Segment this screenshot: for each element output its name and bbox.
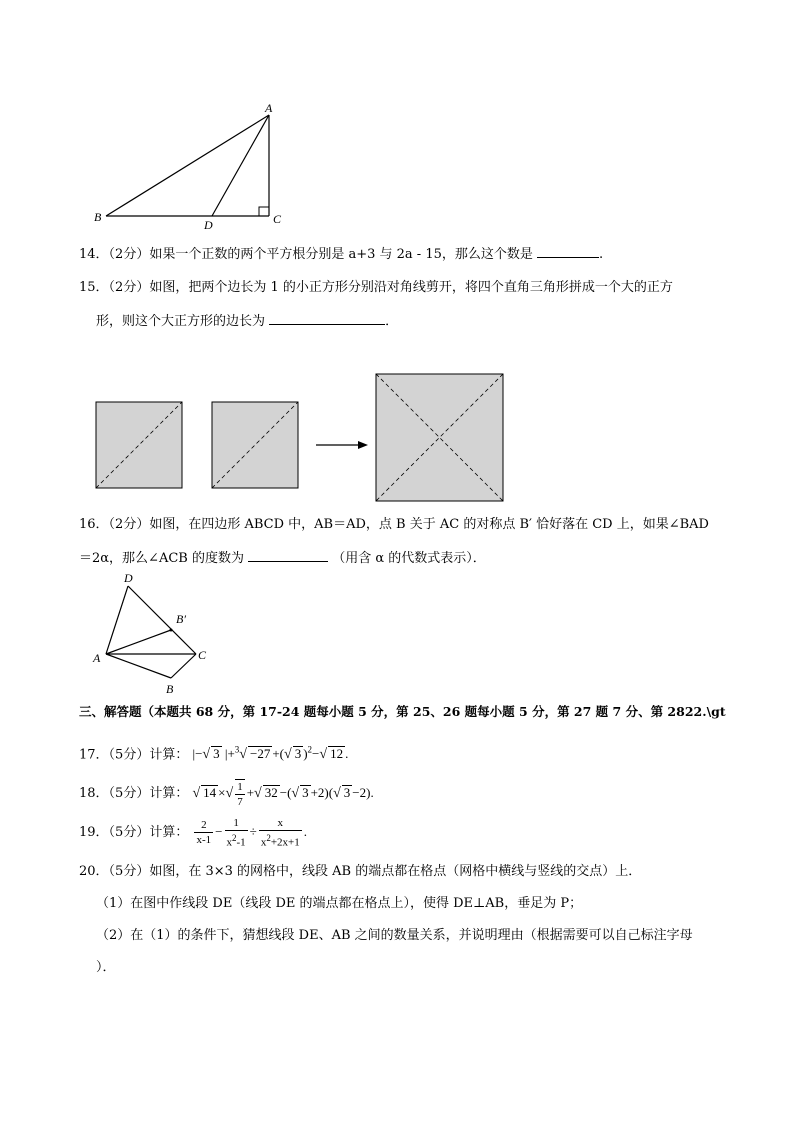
answer-blank[interactable]	[248, 548, 328, 562]
question-20-sub2-end: ）．	[96, 960, 116, 975]
label-d: D	[124, 571, 133, 585]
label-a: A	[265, 101, 273, 115]
question-score: （2分）	[108, 247, 150, 262]
expression-18: √ 14 ×√ $\frac{1}{7}$ +√ 32 −(√ 3 +2)(√ 3 −2).	[192, 781, 374, 808]
question-label: 计算：	[149, 785, 189, 801]
large-square	[376, 374, 503, 501]
segment-da	[106, 586, 128, 654]
question-score: （2分）	[108, 517, 150, 532]
question-number: 16．	[79, 517, 109, 532]
segment-ab	[106, 115, 269, 216]
question-16-line2	[79, 548, 486, 569]
expression-19: $\frac{2}{x-1}$ − $\frac{1}{x^2-1}$ ÷ $\frac{x}{x^2+2x+1}$ .	[196, 817, 307, 849]
question-text: 如果一个正数的两个平方根分别是 a+3 与 2a - 15，那么这个数是	[149, 247, 533, 262]
label-b: B	[94, 210, 102, 224]
question-20	[79, 862, 641, 882]
label-c: C	[198, 648, 207, 662]
question-label: 计算：	[149, 824, 189, 840]
question-number: 19．	[79, 824, 109, 840]
right-angle-mark	[259, 207, 269, 216]
question-text-line1: 如图，把两个边长为 1 的小正方形分别沿对角线剪开，将四个直角三角形拼成一个大的正方	[149, 280, 673, 295]
segment-ab-prime	[106, 630, 171, 654]
question-17	[79, 740, 348, 765]
question-score: （5分）	[108, 864, 150, 879]
quadrilateral-figure	[88, 568, 228, 700]
arrow-head	[358, 441, 368, 449]
question-number: 17．	[79, 747, 109, 763]
question-number: 14．	[79, 247, 109, 262]
answer-blank[interactable]	[537, 244, 599, 258]
triangle-figure	[88, 100, 288, 235]
segment-ab	[106, 654, 171, 678]
question-end: ．	[385, 314, 399, 329]
question-text-line1: 如图，在 3×3 的网格中，线段 AB 的端点都在格点（网格中横线与竖线的交点）上．	[149, 864, 642, 879]
question-15	[79, 278, 673, 298]
question-number: 15．	[79, 280, 109, 295]
question-text-line1: 如图，在四边形 ABCD 中，AB＝AD，点 B 关于 AC 的对称点 B′ 恰好落在 CD 上，如果∠BAD	[149, 517, 709, 532]
segment-ad	[212, 115, 269, 216]
question-number: 20．	[79, 864, 109, 879]
question-score: （5分）	[108, 747, 150, 763]
squares-figure	[90, 368, 510, 508]
small-square-1	[96, 402, 182, 488]
question-18	[79, 779, 374, 809]
question-end: .	[599, 247, 604, 262]
small-square-2	[212, 402, 298, 488]
question-19	[79, 816, 307, 850]
question-20-sub1: （1）在图中作线段 DE（线段 DE 的端点都在格点上），使得 DE⊥AB，垂足为 P；	[96, 896, 583, 911]
expression-17: |−√ 3 |+$^3$√ −27 +(√ 3 )$^2$−√ 12 .	[192, 745, 349, 763]
question-16	[79, 515, 709, 535]
label-c: C	[273, 212, 282, 226]
question-score: （5分）	[108, 824, 150, 840]
question-score: （2分）	[108, 280, 150, 295]
point-b-prime	[170, 629, 173, 632]
question-text-line2a: ＝2α，那么∠ACB 的度数为	[79, 551, 244, 566]
label-b-prime: B′	[176, 612, 186, 626]
section-heading: 三、解答题（本题共 68 分，第 17-24 题每小题 5 分，第 25、26 题每小题 5 分，第 27 题 7 分、第 2822.\gt	[79, 704, 726, 719]
segment-bc	[171, 654, 196, 678]
question-label: 计算：	[149, 747, 189, 763]
question-text-line2b: （用含 α 的代数式表示）．	[332, 551, 486, 566]
question-number: 18．	[79, 785, 109, 801]
question-20-sub2: （2）在（1）的条件下，猜想线段 DE、AB 之间的数量关系，并说明理由（根据需要可以自己标注字母	[96, 928, 693, 943]
label-a: A	[93, 651, 101, 665]
question-15-line2	[96, 311, 398, 332]
question-score: （5分）	[108, 785, 150, 801]
question-14	[79, 244, 603, 265]
label-d: D	[204, 218, 213, 232]
answer-blank[interactable]	[269, 311, 385, 325]
question-text-line2: 形，则这个大正方形的边长为	[96, 314, 266, 329]
label-b: B	[166, 682, 174, 696]
